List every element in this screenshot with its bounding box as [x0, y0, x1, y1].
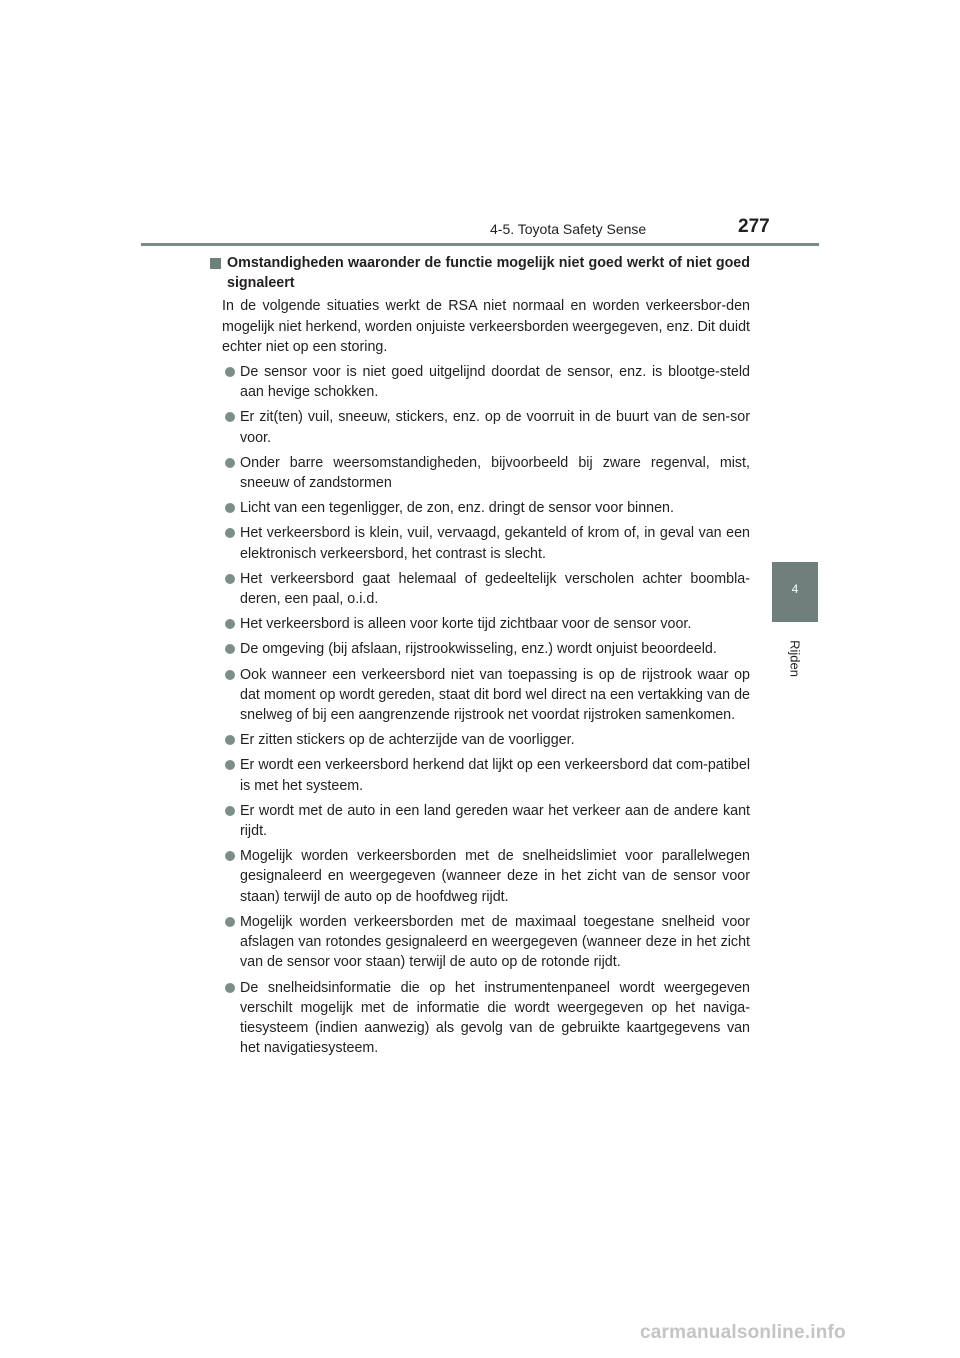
- bullet-dot-icon: [225, 574, 235, 584]
- bullet-dot-icon: [225, 760, 235, 770]
- list-item: [210, 362, 750, 402]
- bullet-dot-icon: [225, 917, 235, 927]
- list-item: [210, 498, 750, 518]
- section-heading: [210, 253, 750, 293]
- list-item-text: Het verkeersbord is klein, vuil, vervaagd, gekanteld of krom of, in geval van een elektronisch verkeersbord, het contrast is slecht.: [240, 525, 750, 562]
- list-item: [210, 755, 750, 795]
- header-rule: [141, 243, 819, 246]
- page-number: 277: [738, 216, 770, 237]
- chapter-tab: [772, 562, 818, 622]
- list-item: [210, 407, 750, 447]
- list-item: [210, 453, 750, 493]
- list-item: [210, 569, 750, 609]
- bullet-dot-icon: [225, 367, 235, 377]
- bullet-dot-icon: [225, 528, 235, 538]
- list-item-text: Er zitten stickers op de achterzijde van de voorligger.: [240, 732, 575, 749]
- list-item: [210, 639, 750, 659]
- square-bullet-icon: [210, 258, 221, 269]
- bullet-dot-icon: [225, 670, 235, 680]
- list-item: [210, 665, 750, 726]
- bullet-dot-icon: [225, 806, 235, 816]
- list-item-text: Ook wanneer een verkeersbord niet van toepassing is op de rijstrook waar op dat moment op wordt gereden, staat dit bord wel direct na een vertakking van de snelweg of bij een aangrenzende rijstrook net voordat rijstroken samenkomen.: [240, 666, 750, 724]
- list-item-text: Mogelijk worden verkeersborden met de maximaal toegestane snelheid voor afslagen van rotondes gesignaleerd en weergegeven (wanneer deze in het zicht van de sensor voor staan) terwijl de auto op de rotonde rijdt.: [240, 913, 750, 971]
- list-item: [210, 523, 750, 563]
- list-item: [210, 846, 750, 907]
- chapter-label: Rijden: [787, 640, 803, 677]
- bullet-dot-icon: [225, 983, 235, 993]
- list-item-text: De snelheidsinformatie die op het instrumentenpaneel wordt weergegeven verschilt mogelijk met de informatie die wordt weergegeven op het naviga-tiesysteem (indien aanwezig) als gevolg van de gebruikte kaartgegevens van het navigatiesysteem.: [240, 979, 750, 1057]
- list-item-text: Het verkeersbord is alleen voor korte tijd zichtbaar voor de sensor voor.: [240, 616, 692, 633]
- list-item-text: Mogelijk worden verkeersborden met de snelheidslimiet voor parallelwegen gesignaleerd en weergegeven (wanneer deze in het zicht van de sensor voor staan) terwijl de auto op de hoofdweg rijdt.: [240, 848, 750, 905]
- section-title: 4-5. Toyota Safety Sense: [490, 221, 647, 237]
- main-content: [210, 253, 750, 1063]
- bullet-dot-icon: [225, 851, 235, 861]
- bullet-dot-icon: [225, 735, 235, 745]
- list-item: [210, 978, 750, 1059]
- list-item-text: Er wordt met de auto in een land gereden waar het verkeer aan de andere kant rijdt.: [240, 802, 750, 840]
- bullet-dot-icon: [225, 503, 235, 513]
- watermark: carmanualsonline.info: [640, 1322, 846, 1343]
- list-item-text: Onder barre weersomstandigheden, bijvoorbeeld bij zware regenval, mist, sneeuw of zandstormen: [240, 454, 750, 492]
- bullet-list: [210, 362, 750, 1058]
- list-item: [210, 614, 750, 634]
- chapter-number: 4: [791, 582, 799, 596]
- list-item: [210, 801, 750, 841]
- list-item-text: Licht van een tegenligger, de zon, enz. dringt de sensor voor binnen.: [240, 500, 674, 517]
- bullet-dot-icon: [225, 644, 235, 654]
- section-heading-text: Omstandigheden waaronder de functie mogelijk niet goed werkt of niet goed signaleert: [227, 255, 750, 292]
- bullet-dot-icon: [225, 619, 235, 629]
- list-item-text: De omgeving (bij afslaan, rijstrookwisseling, enz.) wordt onjuist beoordeeld.: [240, 641, 717, 658]
- list-item-text: Er wordt een verkeersbord herkend dat lijkt op een verkeersbord dat com-patibel is met het systeem.: [240, 757, 750, 794]
- list-item-text: De sensor voor is niet goed uitgelijnd doordat de sensor, enz. is blootge-steld aan hevige schokken.: [240, 364, 750, 401]
- intro-paragraph: In de volgende situaties werkt de RSA niet normaal en worden verkeersbor-den mogelijk niet herkend, worden onjuiste verkeersborden weergegeven, enz. Dit duidt echter niet op een storing.: [222, 298, 750, 355]
- bullet-dot-icon: [225, 458, 235, 468]
- list-item: [210, 912, 750, 973]
- list-item-text: Er zit(ten) vuil, sneeuw, stickers, enz. op de voorruit in de buurt van de sen-sor voor.: [240, 409, 750, 446]
- list-item: [210, 730, 750, 750]
- list-item-text: Het verkeersbord gaat helemaal of gedeeltelijk verscholen achter boombla-deren, een paal, o.i.d.: [240, 570, 750, 608]
- bullet-dot-icon: [225, 412, 235, 422]
